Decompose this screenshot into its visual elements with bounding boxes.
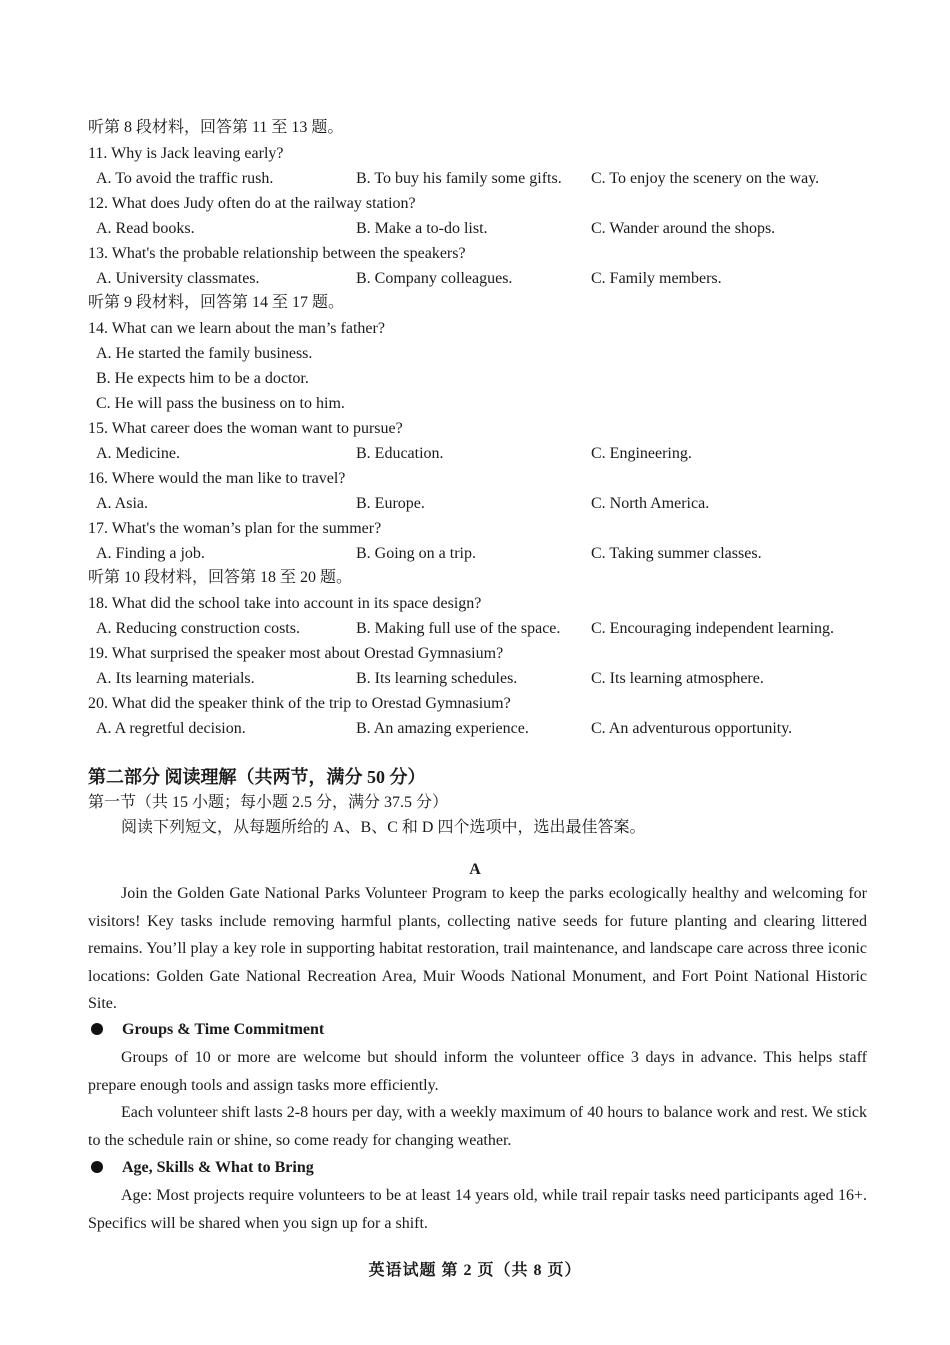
question-13-stem: 13. What's the probable relationship between the speakers? [88,245,466,262]
listening-section-10-heading: 听第 10 段材料，回答第 18 至 20 题。 [88,569,353,586]
question-12-option-c: C. Wander around the shops. [591,220,776,237]
question-18-option-b: B. Making full use of the space. [356,620,561,637]
question-12-stem: 12. What does Judy often do at the railway station? [88,195,416,212]
passage-label: A [469,861,481,878]
question-15-option-a: A. Medicine. [96,445,180,462]
question-18-stem: 18. What did the school take into account in its space design? [88,595,482,612]
question-17-option-a: A. Finding a job. [96,545,205,562]
bullet-icon [91,1161,103,1173]
question-19-option-a: A. Its learning materials. [96,670,255,687]
question-11-option-c: C. To enjoy the scenery on the way. [591,170,820,187]
passage-intro-paragraph: Join the Golden Gate National Parks Volunteer Program to keep the parks ecologically healthy and welcoming for visitors! Key tasks include removing harmful plants, collecting native seeds for future planting and clearing littered remains. You’ll play a key role in supporting habitat restoration, trail maintenance, and landscape care across three iconic locations: Golden Gate National Recreation Area, Muir Woods National Monument, and Fort Point National Historic Site. [88,885,867,1012]
question-14-option-a: A. He started the family business. [96,345,313,362]
question-20-stem: 20. What did the speaker think of the trip to Orestad Gymnasium? [88,695,511,712]
question-14-stem: 14. What can we learn about the man’s father? [88,320,385,337]
listening-section-9-heading: 听第 9 段材料，回答第 14 至 17 题。 [88,294,345,311]
question-20-option-a: A. A regretful decision. [96,720,246,737]
heading-age-skills: Age, Skills & What to Bring [122,1159,314,1176]
question-16-option-a: A. Asia. [96,495,148,512]
question-11-option-a: A. To avoid the traffic rush. [96,170,274,187]
question-12-option-b: B. Make a to-do list. [356,220,488,237]
question-17-option-b: B. Going on a trip. [356,545,476,562]
question-14-option-b: B. He expects him to be a doctor. [96,370,309,387]
reading-part-title: 第二部分 阅读理解（共两节，满分 50 分） [88,767,426,787]
question-11-option-b: B. To buy his family some gifts. [356,170,562,187]
bullet-icon [91,1023,103,1035]
question-16-option-c: C. North America. [591,495,710,512]
question-16-option-b: B. Europe. [356,495,425,512]
question-17-stem: 17. What's the woman’s plan for the summer? [88,520,382,537]
age-paragraph: Age: Most projects require volunteers to be at least 14 years old, while trail repair tasks need participants aged 16+. Specifics will be shared when you sign up for a shift. [88,1187,867,1232]
question-11-stem: 11. Why is Jack leaving early? [88,145,284,162]
reading-instruction: 阅读下列短文，从每题所给的 A、B、C 和 D 四个选项中，选出最佳答案。 [121,819,646,836]
question-19-stem: 19. What surprised the speaker most about Orestad Gymnasium? [88,645,504,662]
listening-section-8-heading: 听第 8 段材料，回答第 11 至 13 题。 [88,119,344,136]
question-19-option-c: C. Its learning atmosphere. [591,670,764,687]
question-15-stem: 15. What career does the woman want to pursue? [88,420,403,437]
groups-paragraph: Groups of 10 or more are welcome but should inform the volunteer office 3 days in advance. This helps staff prepare enough tools and assign tasks more efficiently. [88,1049,867,1094]
question-19-option-b: B. Its learning schedules. [356,670,518,687]
question-12-option-a: A. Read books. [96,220,195,237]
question-15-option-b: B. Education. [356,445,444,462]
question-16-stem: 16. Where would the man like to travel? [88,470,346,487]
question-18-option-a: A. Reducing construction costs. [96,620,300,637]
question-13-option-a: A. University classmates. [96,270,260,287]
question-13-option-c: C. Family members. [591,270,722,287]
bullet-heading-age [88,1158,314,1178]
reading-section-title: 第一节（共 15 小题；每小题 2.5 分，满分 37.5 分） [88,794,449,811]
question-17-option-c: C. Taking summer classes. [591,545,762,562]
question-14-option-c: C. He will pass the business on to him. [96,395,345,412]
question-20-option-c: C. An adventurous opportunity. [591,720,793,737]
question-15-option-c: C. Engineering. [591,445,692,462]
question-20-option-b: B. An amazing experience. [356,720,529,737]
page-footer: 英语试题 第 2 页（共 8 页） [368,1262,582,1279]
shift-paragraph: Each volunteer shift lasts 2-8 hours per day, with a weekly maximum of 40 hours to balance work and rest. We stick to the schedule rain or shine, so come ready for changing weather. [88,1104,867,1149]
heading-groups-time: Groups & Time Commitment [122,1021,325,1038]
bullet-heading-groups [88,1020,324,1040]
question-18-option-c: C. Encouraging independent learning. [591,620,835,637]
question-13-option-b: B. Company colleagues. [356,270,513,287]
